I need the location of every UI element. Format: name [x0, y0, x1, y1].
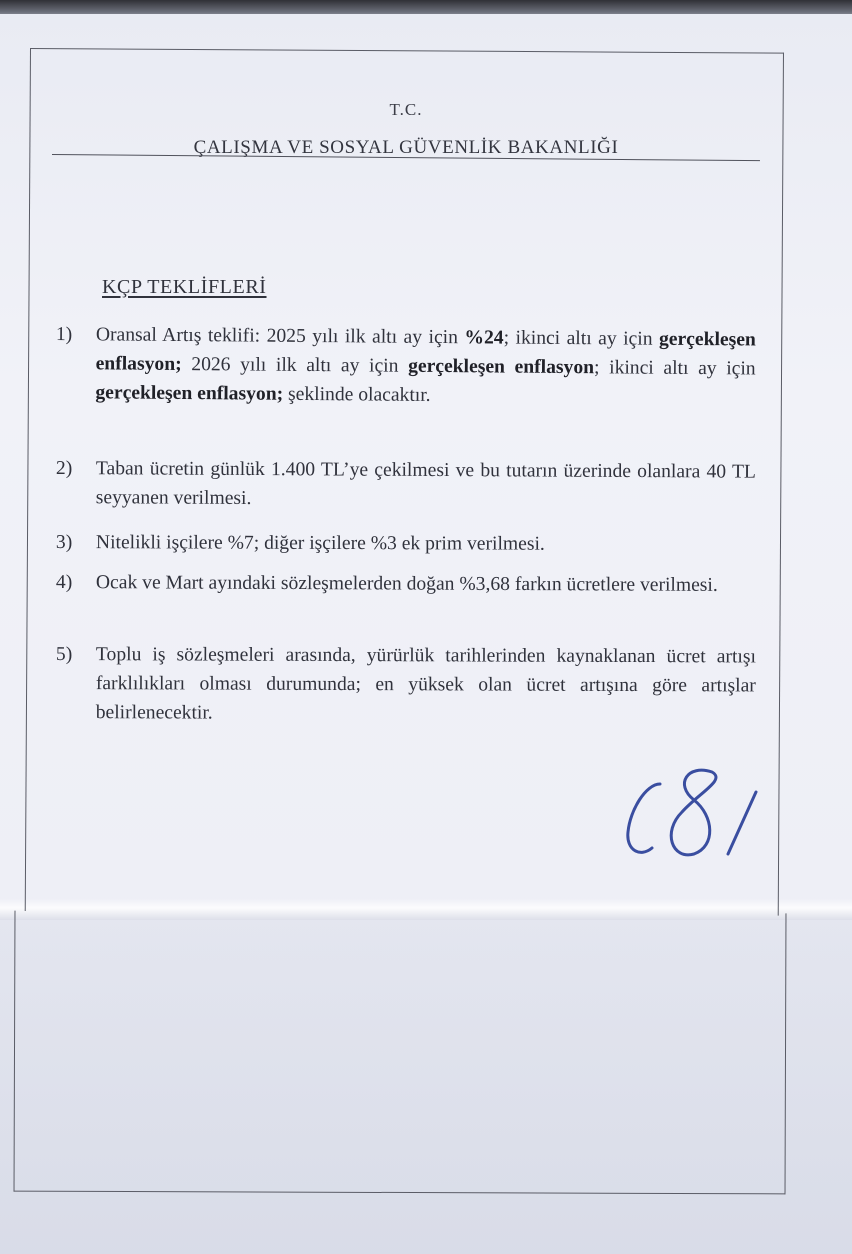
list-item-text — [96, 568, 756, 600]
text-run: Taban ücretin günlük 1.400 TL’ye çekilmesi ve bu tutarın üzerinde olanlara 40 TL seyyanen verilmesi. — [95, 458, 756, 510]
text-run: Oransal Artış teklifi: 2025 yılı ilk altı ay için — [95, 324, 465, 349]
text-run: şeklinde olacaktır. — [283, 383, 431, 406]
text-run: ; ikinci altı ay için — [593, 357, 756, 380]
text-run: Ocak ve Mart ayındaki sözleşmelerden doğan %3,68 farkın ücretlere verilmesi. — [95, 572, 718, 596]
text-run: Nitelikli işçilere %7; diğer işçilere %3 ek prim verilmesi. — [95, 532, 545, 555]
paper-lower-fold-shade — [0, 920, 852, 1254]
bold-text: %24 — [464, 327, 504, 349]
list-item — [56, 568, 756, 600]
text-run: ; ikinci altı ay için — [503, 327, 660, 350]
header-ministry-name: ÇALIŞMA VE SOSYAL GÜVENLİK BAKANLIĞI — [193, 137, 619, 158]
handwritten-signature — [616, 762, 766, 862]
list-item-number: 3) — [55, 532, 73, 554]
document-title: KÇP TEKLİFLERİ — [102, 276, 267, 298]
text-run: 2026 yılı ilk altı ay için — [181, 353, 409, 377]
list-item-text — [96, 454, 756, 515]
text-run: Toplu iş sözleşmeleri arasında, yürürlük tarihlerinden kaynaklanan ücret artışı farklılıkları olması durumunda; en yüksek olan ücret artışına göre artışlar belirlenecektir. — [95, 644, 756, 724]
list-item-text — [96, 640, 756, 729]
list-item-number: 5) — [55, 644, 73, 666]
paper-fold-crease — [0, 898, 852, 920]
list-item — [56, 640, 756, 729]
header-tc: T.C. — [389, 100, 423, 119]
list-item-number: 4) — [55, 571, 73, 594]
list-item-number: 1) — [55, 323, 73, 346]
list-item — [56, 454, 756, 516]
bold-text: gerçekleşen enflasyon; — [95, 328, 756, 375]
list-item-text — [95, 320, 756, 412]
list-item-text — [96, 528, 756, 559]
list-item — [56, 528, 756, 559]
bold-text: gerçekleşen enflasyon — [408, 355, 595, 379]
list-item — [55, 320, 756, 412]
list-item-number: 2) — [55, 457, 73, 480]
bold-text: gerçekleşen enflasyon; — [95, 382, 284, 405]
